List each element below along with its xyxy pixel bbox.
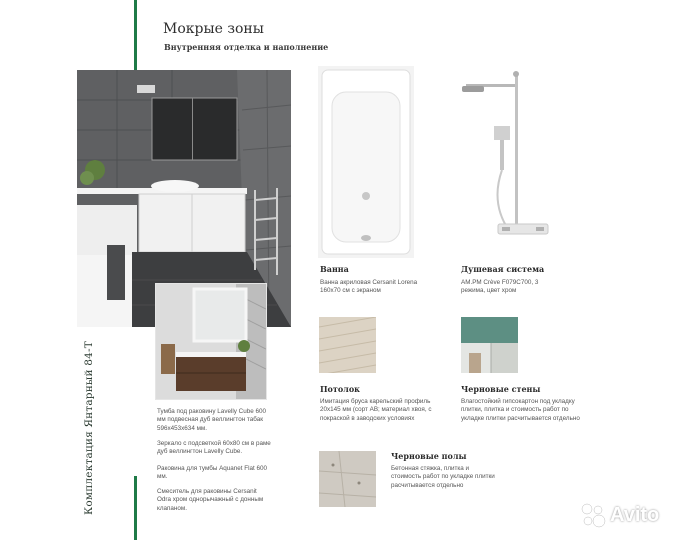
- avito-watermark-text: Avito: [610, 503, 660, 526]
- rough-walls-photo: [461, 317, 518, 373]
- vanity-note-1: Тумба под раковину Lavelly Cube 600 мм подвесная дуб веллингтон табак 596x453x634 мм.: [157, 408, 266, 432]
- bathtub-icon: [318, 66, 414, 258]
- ceiling-title: Потолок: [320, 384, 360, 394]
- vanity-note-2: Зеркало с подсветкой 60x80 см в раме дуб веллингтон Lavelly Cube.: [157, 440, 271, 456]
- ceiling-photo: [319, 317, 376, 373]
- rough-floors-title: Черновые полы: [391, 451, 467, 461]
- rough-floors-texture: [319, 451, 376, 507]
- avito-logo-icon: [580, 502, 606, 528]
- vanity-note-3: Раковина для тумбы Aquanet Flat 600 мм.: [157, 465, 268, 481]
- rough-walls-description: Влагостойкий гипсокартон под укладку плитки, плитка и стоимость работ по укладке плитки расчитывается отдельно: [461, 398, 580, 422]
- vanity-illustration: [156, 284, 266, 399]
- ceiling-wood-texture: [319, 317, 376, 373]
- avito-watermark: [580, 500, 680, 530]
- shower-icon: [460, 64, 552, 258]
- page-subtitle: Внутренняя отделка и наполнение: [164, 42, 329, 52]
- shower-photo: [460, 64, 552, 258]
- accent-line-bottom: [134, 476, 137, 540]
- bath-photo: [318, 66, 414, 258]
- vanity-note-4: Смеситель для раковины Cersanit Odra хром однорычажный с донным клапаном.: [157, 488, 264, 512]
- shower-title: Душевая система: [461, 264, 545, 274]
- side-vertical-label: Комплектация Янтарный 84-Т: [83, 341, 95, 515]
- accent-line-top: [134, 0, 137, 70]
- page-title: Мокрые зоны: [163, 21, 264, 37]
- rough-walls-title: Черновые стены: [461, 384, 541, 394]
- rough-walls-texture: [461, 317, 518, 373]
- ceiling-description: Имитация бруса карельский профиль 20x145 мм (сорт АВ; материал хвоя, с покраской в заводских условиях: [320, 398, 432, 422]
- shower-description: AM.PM Crève F079C700, 3 режима, цвет хром: [461, 279, 539, 295]
- rough-floors-description: Бетонная стяжка, плитка и стоимость работ по укладке плитки расчитывается отдельно: [391, 465, 495, 489]
- vanity-photo: [155, 283, 267, 400]
- rough-floors-photo: [319, 451, 376, 507]
- bath-description: Ванна акриловая Cersanit Lorena 160x70 см с экраном: [320, 279, 418, 295]
- bath-title: Ванна: [320, 264, 349, 274]
